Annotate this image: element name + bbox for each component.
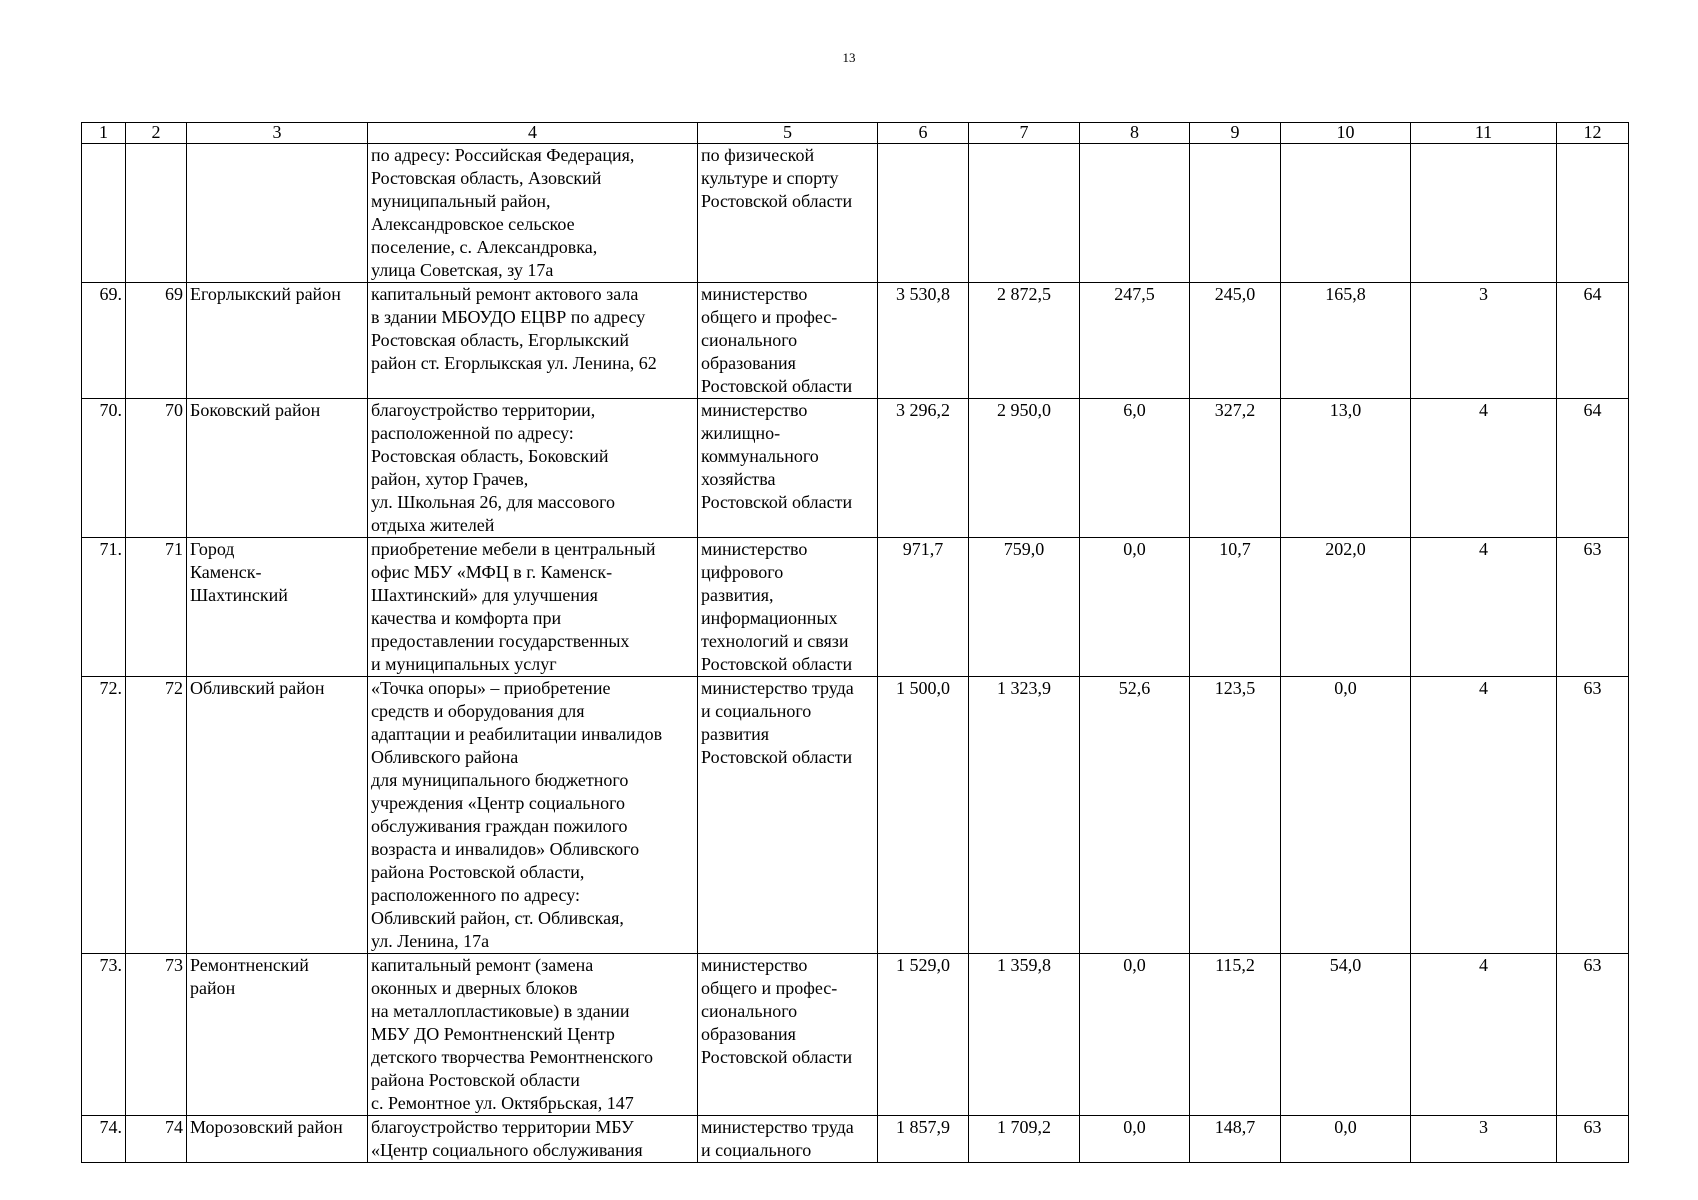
row-number-cell: 73.: [82, 954, 126, 1116]
value-col10-cell: 165,8: [1281, 283, 1411, 399]
value-col12-cell: 63: [1557, 677, 1629, 954]
value-col10-cell: 0,0: [1281, 677, 1411, 954]
description-cell-line: оконных и дверных блоков: [371, 978, 578, 998]
value-col12-cell: 63: [1557, 1116, 1629, 1163]
ministry-cell: [698, 1116, 878, 1163]
value-col6-cell: 1 857,9: [878, 1116, 969, 1163]
value-col11-cell: 3: [1411, 1116, 1557, 1163]
description-cell-line: ул. Ленина, 17а: [371, 931, 490, 951]
ministry-cell-line: министерство труда: [701, 1117, 854, 1137]
ministry-cell-line: культуре и спорту: [701, 168, 839, 188]
description-cell-line: и муниципальных услуг: [371, 654, 557, 674]
value-col9-cell: 148,7: [1190, 1116, 1281, 1163]
description-cell: [368, 538, 698, 677]
description-cell-line: Александровское сельское: [371, 214, 575, 234]
district-cell-line: Каменск-: [190, 562, 262, 582]
description-cell-line: качества и комфорта при: [371, 608, 562, 628]
description-cell: [368, 144, 698, 283]
description-cell-line: возраста и инвалидов» Обливского: [371, 839, 640, 859]
district-cell: [187, 283, 368, 399]
value-col7-cell: 2 950,0: [969, 399, 1080, 538]
ministry-cell: [698, 283, 878, 399]
row-id-cell: 73: [126, 954, 187, 1116]
value-col6-cell: 971,7: [878, 538, 969, 677]
column-number-row: [82, 123, 1629, 144]
value-col10-cell: 0,0: [1281, 1116, 1411, 1163]
description-cell-line: адаптации и реабилитации инвалидов: [371, 724, 663, 744]
ministry-cell-line: Ростовской области: [701, 747, 853, 767]
value-col7-cell: [969, 144, 1080, 283]
ministry-cell-line: Ростовской области: [701, 1047, 853, 1067]
value-col9-cell: [1190, 144, 1281, 283]
description-cell-line: ул. Школьная 26, для массового: [371, 492, 616, 512]
value-col12-cell: [1557, 144, 1629, 283]
value-col6-cell: 1 500,0: [878, 677, 969, 954]
table-row: [82, 399, 1629, 538]
ministry-cell-line: министерство: [701, 400, 808, 420]
ministry-cell-line: министерство: [701, 539, 808, 559]
value-col8-cell: 6,0: [1080, 399, 1190, 538]
value-col7-cell: 759,0: [969, 538, 1080, 677]
description-cell-line: Обливский район, ст. Обливская,: [371, 908, 624, 928]
column-header: 5: [698, 123, 878, 144]
table-row: [82, 677, 1629, 954]
ministry-cell: [698, 399, 878, 538]
value-col12-cell: 64: [1557, 283, 1629, 399]
column-header: 12: [1557, 123, 1629, 144]
description-cell-line: в здании МБОУДО ЕЦВР по адресу: [371, 307, 646, 327]
column-header: 4: [368, 123, 698, 144]
district-cell: [187, 399, 368, 538]
description-cell-line: для муниципального бюджетного: [371, 770, 629, 790]
value-col6-cell: 1 529,0: [878, 954, 969, 1116]
value-col8-cell: [1080, 144, 1190, 283]
value-col11-cell: 4: [1411, 677, 1557, 954]
description-cell-line: на металлопластиковые) в здании: [371, 1001, 630, 1021]
description-cell-line: Ростовская область, Егорлыкский: [371, 330, 630, 350]
description-cell-line: благоустройство территории,: [371, 400, 596, 420]
value-col8-cell: 0,0: [1080, 954, 1190, 1116]
ministry-cell-line: по физической: [701, 145, 815, 165]
ministry-cell-line: министерство: [701, 955, 808, 975]
description-cell-line: «Центр социального обслуживания: [371, 1140, 643, 1160]
value-col9-cell: 123,5: [1190, 677, 1281, 954]
description-cell-line: расположенного по адресу:: [371, 885, 581, 905]
ministry-cell-line: и социального: [701, 701, 812, 721]
value-col9-cell: 245,0: [1190, 283, 1281, 399]
row-number-cell: 69.: [82, 283, 126, 399]
column-header: 6: [878, 123, 969, 144]
description-cell-line: Шахтинский» для улучшения: [371, 585, 598, 605]
description-cell-line: района Ростовской области,: [371, 862, 585, 882]
description-cell-line: капитальный ремонт (замена: [371, 955, 594, 975]
value-col11-cell: [1411, 144, 1557, 283]
row-id-cell: 74: [126, 1116, 187, 1163]
row-id-cell: 69: [126, 283, 187, 399]
column-header: 11: [1411, 123, 1557, 144]
ministry-cell-line: сионального: [701, 330, 798, 350]
column-header: 10: [1281, 123, 1411, 144]
value-col6-cell: 3 296,2: [878, 399, 969, 538]
value-col12-cell: 63: [1557, 954, 1629, 1116]
description-cell: [368, 1116, 698, 1163]
column-header: 9: [1190, 123, 1281, 144]
district-cell: [187, 538, 368, 677]
ministry-cell-line: и социального: [701, 1140, 812, 1160]
district-cell: [187, 677, 368, 954]
value-col7-cell: 1 359,8: [969, 954, 1080, 1116]
value-col10-cell: 54,0: [1281, 954, 1411, 1116]
ministry-cell-line: развития: [701, 724, 770, 744]
ministry-cell-line: министерство труда: [701, 678, 854, 698]
column-header: 2: [126, 123, 187, 144]
description-cell-line: район, хутор Грачев,: [371, 469, 529, 489]
ministry-cell-line: Ростовской области: [701, 376, 853, 396]
table-row: [82, 538, 1629, 677]
value-col9-cell: 327,2: [1190, 399, 1281, 538]
ministry-cell: [698, 144, 878, 283]
table-row: [82, 954, 1629, 1116]
row-id-cell: 71: [126, 538, 187, 677]
row-id-cell: 72: [126, 677, 187, 954]
value-col10-cell: [1281, 144, 1411, 283]
district-cell-line: Шахтинский: [190, 585, 288, 605]
description-cell-line: «Точка опоры» – приобретение: [371, 678, 611, 698]
row-number-cell: 71.: [82, 538, 126, 677]
description-cell-line: офис МБУ «МФЦ в г. Каменск-: [371, 562, 613, 582]
ministry-cell-line: Ростовской области: [701, 492, 853, 512]
description-cell-line: Ростовская область, Боковский: [371, 446, 609, 466]
ministry-cell-line: хозяйства: [701, 469, 776, 489]
ministry-cell-line: министерство: [701, 284, 808, 304]
column-header: 1: [82, 123, 126, 144]
value-col7-cell: 1 323,9: [969, 677, 1080, 954]
description-cell-line: района Ростовской области: [371, 1070, 580, 1090]
page-number: 13: [842, 50, 856, 65]
ministry-cell-line: информационных: [701, 608, 838, 628]
description-cell-line: поселение, с. Александровка,: [371, 237, 598, 257]
table-body: [82, 144, 1629, 1163]
value-col8-cell: 0,0: [1080, 538, 1190, 677]
description-cell: [368, 283, 698, 399]
district-cell-line: Город: [190, 539, 235, 559]
value-col9-cell: 115,2: [1190, 954, 1281, 1116]
ministry-cell-line: жилищно-: [701, 423, 781, 443]
table-row: [82, 144, 1629, 283]
description-cell: [368, 399, 698, 538]
district-cell-line: Боковский район: [190, 400, 321, 420]
value-col11-cell: 4: [1411, 399, 1557, 538]
value-col10-cell: 13,0: [1281, 399, 1411, 538]
column-header: 7: [969, 123, 1080, 144]
value-col9-cell: 10,7: [1190, 538, 1281, 677]
ministry-cell-line: образования: [701, 353, 796, 373]
description-cell-line: отдыха жителей: [371, 515, 495, 535]
value-col11-cell: 4: [1411, 538, 1557, 677]
ministry-cell-line: развития,: [701, 585, 774, 605]
row-number-cell: 72.: [82, 677, 126, 954]
value-col8-cell: 247,5: [1080, 283, 1190, 399]
description-cell-line: средств и оборудования для: [371, 701, 585, 721]
description-cell-line: благоустройство территории МБУ: [371, 1117, 634, 1137]
description-cell-line: по адресу: Российская Федерация,: [371, 145, 635, 165]
value-col12-cell: 64: [1557, 399, 1629, 538]
ministry-cell-line: цифрового: [701, 562, 784, 582]
description-cell-line: район ст. Егорлыкская ул. Ленина, 62: [371, 353, 657, 373]
district-cell: [187, 144, 368, 283]
description-cell-line: Обливского района: [371, 747, 519, 767]
row-number-cell: 74.: [82, 1116, 126, 1163]
description-cell: [368, 954, 698, 1116]
description-cell-line: предоставлении государственных: [371, 631, 630, 651]
ministry-cell: [698, 677, 878, 954]
value-col7-cell: 2 872,5: [969, 283, 1080, 399]
description-cell-line: обслуживания граждан пожилого: [371, 816, 628, 836]
row-id-cell: 70: [126, 399, 187, 538]
column-header: 8: [1080, 123, 1190, 144]
projects-table: [81, 122, 1629, 1163]
table-row: [82, 283, 1629, 399]
ministry-cell-line: Ростовской области: [701, 654, 853, 674]
description-cell-line: приобретение мебели в центральный: [371, 539, 656, 559]
ministry-cell-line: Ростовской области: [701, 191, 853, 211]
value-col6-cell: 3 530,8: [878, 283, 969, 399]
description-cell-line: детского творчества Ремонтненского: [371, 1047, 654, 1067]
district-cell: [187, 1116, 368, 1163]
value-col8-cell: 52,6: [1080, 677, 1190, 954]
value-col6-cell: [878, 144, 969, 283]
description-cell-line: улица Советская, зу 17а: [371, 260, 554, 280]
ministry-cell-line: коммунального: [701, 446, 819, 466]
value-col12-cell: 63: [1557, 538, 1629, 677]
ministry-cell: [698, 954, 878, 1116]
description-cell-line: расположенной по адресу:: [371, 423, 574, 443]
description-cell-line: МБУ ДО Ремонтненский Центр: [371, 1024, 615, 1044]
district-cell: [187, 954, 368, 1116]
value-col11-cell: 3: [1411, 283, 1557, 399]
ministry-cell-line: сионального: [701, 1001, 798, 1021]
district-cell-line: Обливский район: [190, 678, 325, 698]
district-cell-line: район: [190, 978, 236, 998]
description-cell: [368, 677, 698, 954]
description-cell-line: с. Ремонтное ул. Октябрьская, 147: [371, 1093, 634, 1113]
value-col7-cell: 1 709,2: [969, 1116, 1080, 1163]
description-cell-line: капитальный ремонт актового зала: [371, 284, 639, 304]
description-cell-line: Ростовская область, Азовский: [371, 168, 602, 188]
row-number-cell: [82, 144, 126, 283]
district-cell-line: Егорлыкский район: [190, 284, 341, 304]
value-col10-cell: 202,0: [1281, 538, 1411, 677]
ministry-cell-line: технологий и связи: [701, 631, 849, 651]
column-header: 3: [187, 123, 368, 144]
ministry-cell-line: общего и профес-: [701, 978, 838, 998]
district-cell-line: Морозовский район: [190, 1117, 343, 1137]
value-col11-cell: 4: [1411, 954, 1557, 1116]
ministry-cell: [698, 538, 878, 677]
ministry-cell-line: образования: [701, 1024, 796, 1044]
district-cell-line: Ремонтненский: [190, 955, 309, 975]
table-row: [82, 1116, 1629, 1163]
value-col8-cell: 0,0: [1080, 1116, 1190, 1163]
description-cell-line: учреждения «Центр социального: [371, 793, 626, 813]
description-cell-line: муниципальный район,: [371, 191, 551, 211]
row-number-cell: 70.: [82, 399, 126, 538]
ministry-cell-line: общего и профес-: [701, 307, 838, 327]
row-id-cell: [126, 144, 187, 283]
